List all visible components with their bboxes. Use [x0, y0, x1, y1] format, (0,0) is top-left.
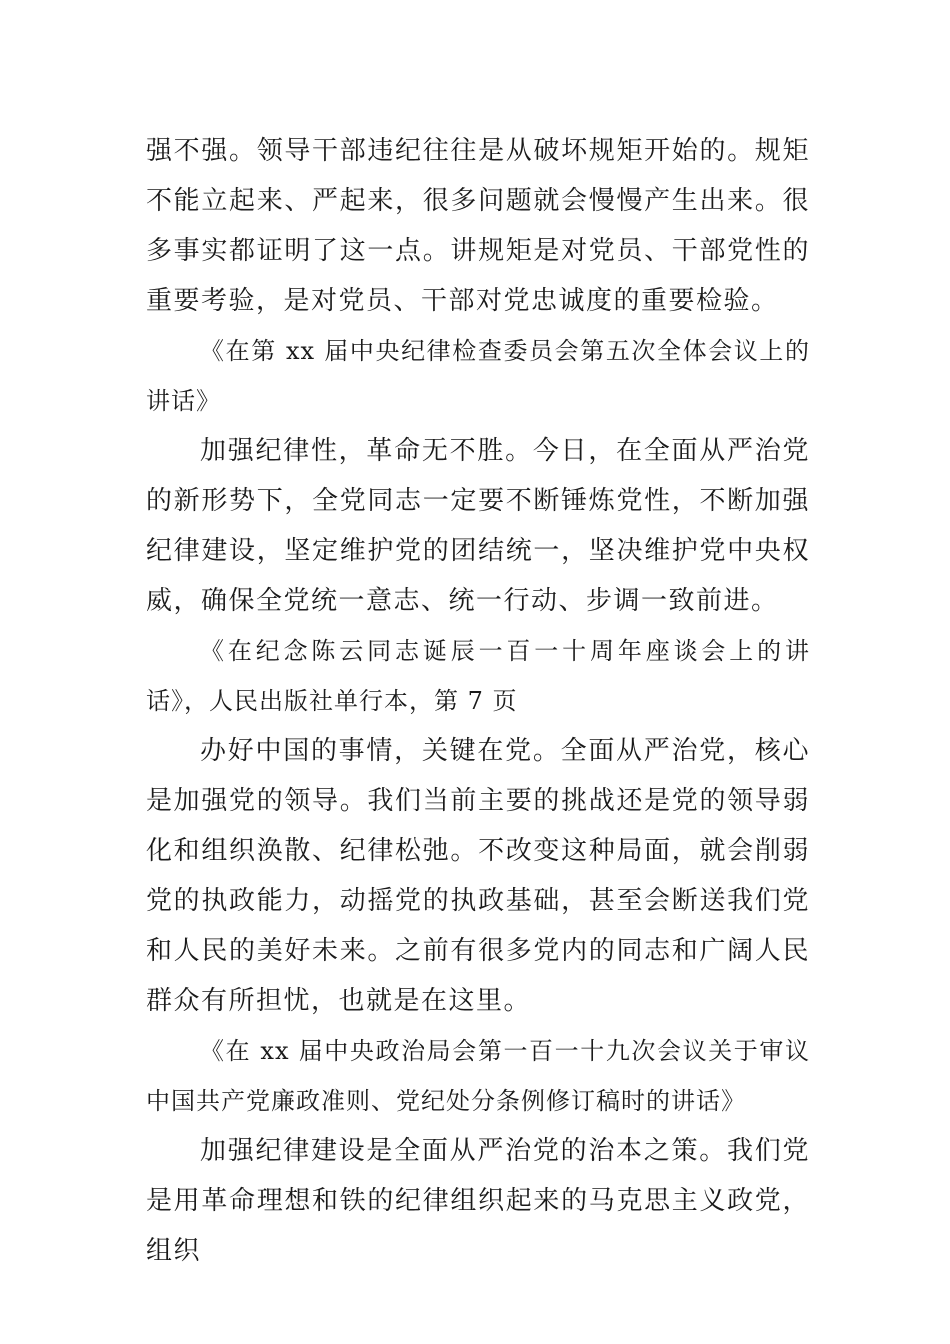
citation-paragraph: 《在纪念陈云同志诞辰一百一十周年座谈会上的讲话》，人民出版社单行本，第 7 页	[146, 637, 810, 715]
body-paragraph: 强不强。领导干部违纪往往是从破坏规矩开始的。规矩不能立起来、严起来，很多问题就会慢慢产生出来。很多事实都证明了这一点。讲规矩是对党员、干部党性的重要考验，是对党员、干部对党忠诚度的重要检验。	[146, 136, 810, 316]
body-paragraph: 办好中国的事情，关键在党。全面从严治党，核心是加强党的领导。我们当前主要的挑战还是党的领导弱化和组织涣散、纪律松弛。不改变这种局面，就会削弱党的执政能力，动摇党的执政基础，甚至会断送我们党和人民的美好未来。之前有很多党内的同志和广阔人民群众有所担忧，也就是在这里。	[146, 736, 810, 1016]
citation-paragraph: 《在第 xx 届中央纪律检查委员会第五次全体会议上的讲话》	[146, 337, 810, 415]
document-body	[146, 126, 810, 1276]
body-paragraph: 加强纪律建设是全面从严治党的治本之策。我们党是用革命理想和铁的纪律组织起来的马克思主义政党，组织	[146, 1136, 810, 1266]
body-paragraph: 加强纪律性，革命无不胜。今日，在全面从严治党的新形势下，全党同志一定要不断锤炼党性，不断加强纪律建设，坚定维护党的团结统一，坚决维护党中央权威，确保全党统一意志、统一行动、步调一致前进。	[146, 436, 810, 616]
citation-paragraph: 《在 xx 届中央政治局会第一百一十九次会议关于审议中国共产党廉政准则、党纪处分条例修订稿时的讲话》	[146, 1037, 810, 1115]
